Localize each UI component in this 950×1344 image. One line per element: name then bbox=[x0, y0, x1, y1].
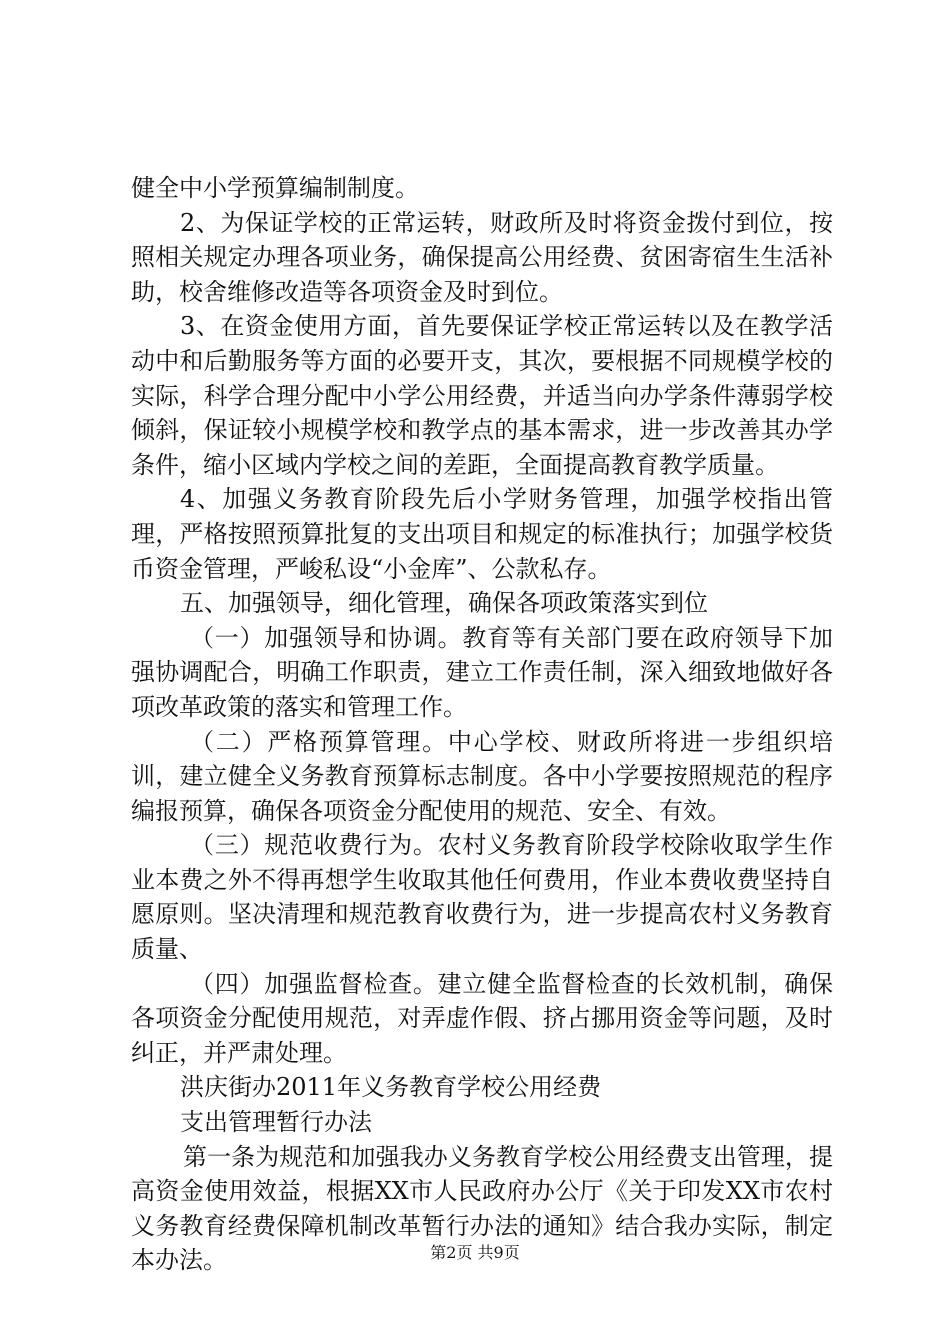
document-title-line-1: 洪庆街办2011年义务教育学校公用经费 bbox=[180, 1073, 602, 1102]
paragraph-intro: 健全中小学预算编制制度。 bbox=[131, 174, 419, 202]
paragraph-sub-3: （三）规范收费行为。农村义务教育阶段学校除收取学生作业本费之外不得再想学生收取其他任何费用，作业本费收费坚持自愿原则。坚决清理和规范教育收费行为，进一步提高农村义务教育质量、 bbox=[131, 831, 833, 964]
document-body bbox=[131, 171, 833, 1278]
paragraph-item-4: 4、加强义务教育阶段先后小学财务管理，加强学校指出管理，严格按照预算批复的支出项目和规定的标准执行；加强学校货币资金管理，严峻私设“小金库”、公款私存。 bbox=[131, 485, 833, 583]
document-title-line-2: 支出管理暂行办法 bbox=[180, 1108, 372, 1137]
page-number-label: 第2页 共9页 bbox=[430, 1243, 520, 1262]
paragraph-item-2: 2、为保证学校的正常运转，财政所及时将资金拨付到位，按照相关规定办理各项业务，确保提高公用经费、贫困寄宿生生活补助，校舍维修改造等各项资金及时到位。 bbox=[131, 208, 833, 306]
paragraph-sub-4: （四）加强监督检查。建立健全监督检查的长效机制，确保各项资金分配使用规范，对弄虚作假、挤占挪用资金等问题，及时纠正，并严肃处理。 bbox=[131, 969, 833, 1067]
paragraph-article-1: 第一条为规范和加强我办义务教育学校公用经费支出管理，提高资金使用效益，根据XX市人民政府办公厅《关于印发XX市农村义务教育经费保障机制改革暂行办法的通知》结合我办实际，制定本办法。 bbox=[131, 1142, 833, 1275]
section-heading-5: 五、加强领导，细化管理，确保各项政策落实到位 bbox=[180, 589, 708, 618]
page-footer bbox=[0, 1243, 950, 1263]
paragraph-sub-2: （二）严格预算管理。中心学校、财政所将进一步组织培训，建立健全义务教育预算标志制度。各中小学要按照规范的程序编报预算，确保各项资金分配使用的规范、安全、有效。 bbox=[131, 727, 833, 825]
paragraph-sub-1: （一）加强领导和协调。教育等有关部门要在政府领导下加强协调配合，明确工作职责，建立工作责任制，深入细致地做好各项改革政策的落实和管理工作。 bbox=[131, 623, 833, 721]
paragraph-item-3: 3、在资金使用方面，首先要保证学校正常运转以及在教学活动中和后勤服务等方面的必要开支，其次，要根据不同规模学校的实际，科学合理分配中小学公用经费，并适当向办学条件薄弱学校倾斜，保证较小规模学校和教学点的基本需求，进一步改善其办学条件，缩小区域内学校之间的差距，全面提高教育教学质量。 bbox=[131, 312, 833, 479]
